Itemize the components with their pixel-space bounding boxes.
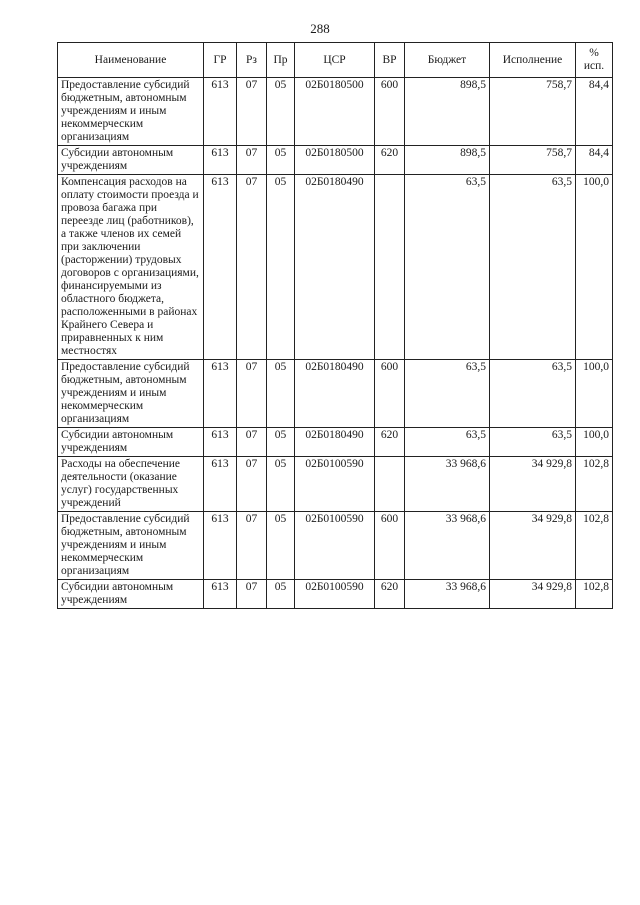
row-name: Предоставление субсидий бюджетным, автономным учреждениям и иным некоммерческим организациям [58,360,204,428]
row-name: Субсидии автономным учреждениям [58,580,204,609]
row-budget: 898,5 [405,78,490,146]
row-name: Компенсация расходов на оплату стоимости проезда и провоза багажа при переезде лиц (работников), а также членов их семей при заключении (расторжении) трудовых договоров с организациями, финансируемыми из областного бюджета, расположенными в районах Крайнего Севера и приравненных к ним местностях [58,175,204,360]
row-rz: 07 [237,428,267,457]
row-name: Субсидии автономным учреждениям [58,428,204,457]
row-vr: 600 [375,512,405,580]
column-header-name: Наименование [58,43,204,78]
row-budget: 63,5 [405,360,490,428]
row-vr [375,175,405,360]
row-gr: 613 [204,146,237,175]
row-vr [375,457,405,512]
row-gr: 613 [204,78,237,146]
column-header-budget: Бюджет [405,43,490,78]
row-name: Предоставление субсидий бюджетным, автономным учреждениям и иным некоммерческим организациям [58,512,204,580]
row-rz: 07 [237,146,267,175]
row-csr: 02Б0180490 [295,175,375,360]
row-percent: 102,8 [576,457,613,512]
row-percent: 84,4 [576,78,613,146]
row-pr: 05 [267,512,295,580]
row-percent: 100,0 [576,360,613,428]
row-csr: 02Б0100590 [295,457,375,512]
row-pr: 05 [267,146,295,175]
table-row [58,146,613,175]
page-number: 288 [310,21,330,36]
row-pr: 05 [267,457,295,512]
column-header-gr: ГР [204,43,237,78]
row-execution: 758,7 [490,78,576,146]
table-row [58,580,613,609]
column-header-pr: Пр [267,43,295,78]
column-header-rz: Рз [237,43,267,78]
column-header-csr: ЦСР [295,43,375,78]
budget-execution-table [57,42,613,609]
row-gr: 613 [204,580,237,609]
percent-label: исп. [583,60,605,72]
row-budget: 33 968,6 [405,580,490,609]
row-vr: 620 [375,146,405,175]
row-pr: 05 [267,428,295,457]
table-row [58,175,613,360]
column-header-vr: ВР [375,43,405,78]
row-execution: 63,5 [490,360,576,428]
row-vr: 620 [375,580,405,609]
row-csr: 02Б0180490 [295,428,375,457]
row-rz: 07 [237,360,267,428]
table-row [58,360,613,428]
row-name: Субсидии автономным учреждениям [58,146,204,175]
row-budget: 33 968,6 [405,512,490,580]
row-budget: 898,5 [405,146,490,175]
row-csr: 02Б0180500 [295,78,375,146]
row-vr: 600 [375,360,405,428]
row-vr: 600 [375,78,405,146]
row-budget: 63,5 [405,175,490,360]
row-csr: 02Б0180500 [295,146,375,175]
row-percent: 84,4 [576,146,613,175]
row-gr: 613 [204,457,237,512]
row-percent: 100,0 [576,175,613,360]
row-rz: 07 [237,580,267,609]
row-csr: 02Б0180490 [295,360,375,428]
row-execution: 34 929,8 [490,457,576,512]
row-pr: 05 [267,360,295,428]
table-row [58,428,613,457]
row-percent: 102,8 [576,512,613,580]
row-name: Предоставление субсидий бюджетным, автономным учреждениям и иным некоммерческим организациям [58,78,204,146]
row-gr: 613 [204,428,237,457]
table-row [58,457,613,512]
row-csr: 02Б0100590 [295,580,375,609]
row-pr: 05 [267,580,295,609]
row-execution: 63,5 [490,428,576,457]
row-percent: 102,8 [576,580,613,609]
row-pr: 05 [267,78,295,146]
row-budget: 33 968,6 [405,457,490,512]
row-execution: 758,7 [490,146,576,175]
row-pr: 05 [267,175,295,360]
row-rz: 07 [237,457,267,512]
row-vr: 620 [375,428,405,457]
column-header-execution: Исполнение [490,43,576,78]
row-name: Расходы на обеспечение деятельности (оказание услуг) государственных учреждений [58,457,204,512]
row-execution: 34 929,8 [490,580,576,609]
row-execution: 63,5 [490,175,576,360]
row-rz: 07 [237,78,267,146]
table-row [58,78,613,146]
column-header-percent [576,43,613,78]
row-gr: 613 [204,175,237,360]
percent-symbol: % [589,47,599,59]
row-execution: 34 929,8 [490,512,576,580]
row-rz: 07 [237,175,267,360]
table-header-row [58,43,613,78]
row-rz: 07 [237,512,267,580]
row-budget: 63,5 [405,428,490,457]
row-gr: 613 [204,512,237,580]
table-row [58,512,613,580]
row-csr: 02Б0100590 [295,512,375,580]
row-percent: 100,0 [576,428,613,457]
row-gr: 613 [204,360,237,428]
